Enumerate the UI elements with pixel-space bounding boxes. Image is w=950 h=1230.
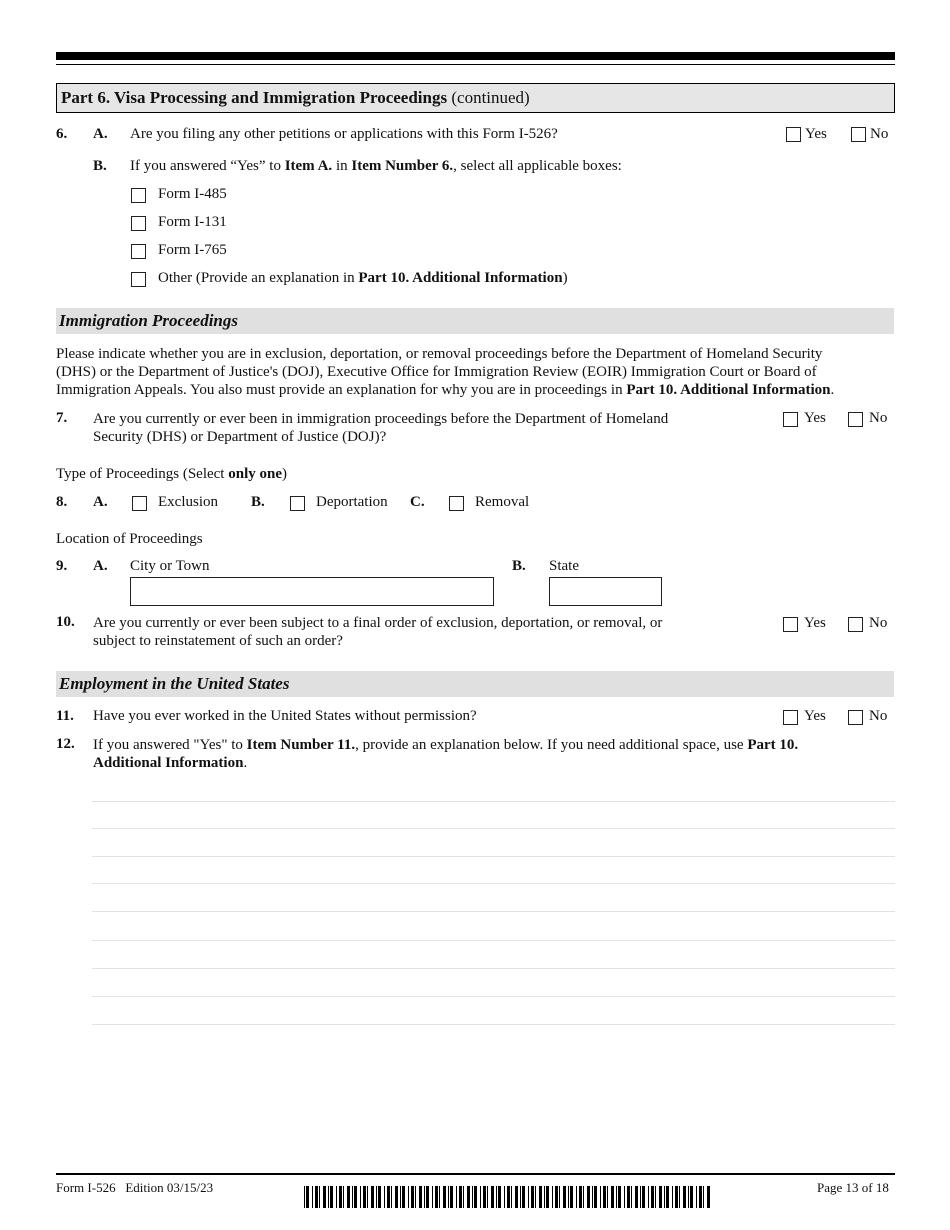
q10-number: 10. [56, 614, 75, 630]
barcode-bar [563, 1186, 566, 1208]
barcode-bar [491, 1186, 494, 1208]
q9-number: 9. [56, 558, 68, 574]
barcode-bar [395, 1186, 398, 1208]
city-input[interactable] [130, 577, 494, 606]
part-heading [56, 83, 895, 113]
footer-rule [56, 1173, 895, 1175]
barcode-bar [315, 1186, 318, 1208]
barcode-bar [592, 1186, 593, 1208]
form-i485-label: Form I-485 [158, 186, 227, 202]
barcode-bar [496, 1186, 497, 1208]
q7-yes-checkbox[interactable] [783, 412, 798, 427]
section-immigration-proceedings: Immigration Proceedings [56, 308, 894, 334]
proceedings-type-label: Type of Proceedings (Select only one) [56, 466, 287, 482]
barcode-bar [480, 1186, 481, 1208]
barcode-bar [408, 1186, 409, 1208]
barcode-bar [690, 1186, 693, 1208]
top-rule-thick [56, 52, 895, 60]
barcode-bar [683, 1186, 686, 1208]
barcode-bar [343, 1186, 344, 1208]
barcode-bar [528, 1186, 529, 1208]
barcode-bar [487, 1186, 488, 1208]
barcode-bar [707, 1186, 710, 1208]
q8-number: 8. [56, 494, 68, 510]
removal-checkbox[interactable] [449, 496, 464, 511]
q6-no-checkbox[interactable] [851, 127, 866, 142]
barcode-bar [579, 1186, 582, 1208]
q6-yes-checkbox[interactable] [786, 127, 801, 142]
barcode-bar [483, 1186, 486, 1208]
section-employment: Employment in the United States [56, 671, 894, 697]
part-title: Part 6. Visa Processing and Immigration Proceedings [61, 88, 448, 107]
barcode-bar [607, 1186, 608, 1208]
barcode-bar [498, 1186, 501, 1208]
state-label: State [549, 558, 579, 574]
q10-no-checkbox[interactable] [848, 617, 863, 632]
barcode-bar [323, 1186, 326, 1208]
deportation-label: Deportation [316, 494, 388, 510]
q8-a-label: A. [93, 494, 108, 510]
barcode-bar [515, 1186, 518, 1208]
answer-line [92, 996, 895, 997]
q9-b-label: B. [512, 558, 526, 574]
barcode-bar [371, 1186, 374, 1208]
answer-line [92, 883, 895, 884]
barcode-bar [467, 1186, 470, 1208]
barcode-bar [576, 1186, 577, 1208]
city-label: City or Town [130, 558, 210, 574]
barcode [304, 1186, 712, 1208]
barcode-bar [387, 1186, 390, 1208]
barcode-bar [419, 1186, 422, 1208]
barcode-bar [363, 1186, 366, 1208]
part-suffix: (continued) [451, 88, 530, 107]
barcode-bar [631, 1186, 632, 1208]
q6-a-text: Are you filing any other petitions or applications with this Form I-526? [130, 126, 558, 142]
barcode-bar [424, 1186, 425, 1208]
answer-line [92, 940, 895, 941]
q6-yes-label: Yes [805, 126, 827, 142]
q11-yes-checkbox[interactable] [783, 710, 798, 725]
barcode-bar [463, 1186, 464, 1208]
barcode-bar [655, 1186, 656, 1208]
barcode-bar [664, 1186, 665, 1208]
q11-no-label: No [869, 708, 888, 724]
answer-line [92, 828, 895, 829]
barcode-bar [539, 1186, 542, 1208]
q7-yes-label: Yes [804, 410, 826, 426]
answer-line [92, 801, 895, 802]
barcode-bar [432, 1186, 433, 1208]
barcode-bar [391, 1186, 392, 1208]
q6-number: 6. [56, 126, 68, 142]
barcode-bar [624, 1186, 625, 1208]
barcode-bar [378, 1186, 381, 1208]
q10-yes-checkbox[interactable] [783, 617, 798, 632]
other-label: Other (Provide an explanation in Part 10. Additional Information) [158, 270, 568, 286]
barcode-bar [627, 1186, 630, 1208]
barcode-bar [696, 1186, 697, 1208]
barcode-bar [400, 1186, 401, 1208]
barcode-bar [511, 1186, 512, 1208]
barcode-bar [618, 1186, 621, 1208]
barcode-bar [336, 1186, 337, 1208]
barcode-bar [448, 1186, 449, 1208]
barcode-bar [339, 1186, 342, 1208]
answer-line [92, 856, 895, 857]
barcode-bar [568, 1186, 569, 1208]
barcode-bar [703, 1186, 704, 1208]
barcode-bar [443, 1186, 446, 1208]
state-input[interactable] [549, 577, 662, 606]
answer-line [92, 911, 895, 912]
barcode-bar [330, 1186, 333, 1208]
barcode-bar [411, 1186, 414, 1208]
answer-line [92, 968, 895, 969]
barcode-bar [384, 1186, 385, 1208]
barcode-bar [504, 1186, 505, 1208]
barcode-bar [659, 1186, 662, 1208]
barcode-bar [594, 1186, 597, 1208]
barcode-bar [555, 1186, 558, 1208]
barcode-bar [635, 1186, 638, 1208]
barcode-bar [319, 1186, 320, 1208]
barcode-bar [328, 1186, 329, 1208]
location-label: Location of Proceedings [56, 531, 203, 547]
barcode-bar [426, 1186, 429, 1208]
q10-text: Are you currently or ever been subject to a final order of exclusion, deportation, or removal, or subject to reinstatement of such an order? [93, 615, 663, 649]
barcode-bar [439, 1186, 440, 1208]
exclusion-label: Exclusion [158, 494, 218, 510]
barcode-bar [367, 1186, 368, 1208]
top-rule-thin [56, 64, 895, 65]
q7-text: Are you currently or ever been in immigration proceedings before the Department of Homeland Security (DHS) or Department of Justice (DOJ)? [93, 411, 669, 445]
barcode-bar [688, 1186, 689, 1208]
barcode-bar [666, 1186, 669, 1208]
other-checkbox[interactable] [131, 272, 146, 287]
immigration-intro: Please indicate whether you are in exclusion, deportation, or removal proceedings before the Department of Homeland Security (DHS) or the Department of Justice's (DOJ), Executive Office for Immigration Review (EOIR) Immigration Court or Board of Immigration Appeals. You also must provide an explanation for why you are in proceedings in Part 10. Additional Information. [56, 346, 835, 398]
barcode-bar [672, 1186, 673, 1208]
q8-b-label: B. [251, 494, 265, 510]
q12-number: 12. [56, 736, 75, 752]
barcode-bar [531, 1186, 534, 1208]
barcode-bar [699, 1186, 702, 1208]
q6-b-text: If you answered “Yes” to Item A. in Item Number 6., select all applicable boxes: [130, 158, 622, 174]
q10-yes-label: Yes [804, 615, 826, 631]
barcode-bar [402, 1186, 405, 1208]
barcode-bar [552, 1186, 553, 1208]
q7-number: 7. [56, 410, 68, 426]
q12-text: If you answered "Yes" to Item Number 11., provide an explanation below. If you need additional space, use Part 10. Additional Information. [93, 737, 799, 771]
barcode-bar [474, 1186, 477, 1208]
barcode-bar [640, 1186, 641, 1208]
barcode-bar [435, 1186, 438, 1208]
barcode-bar [535, 1186, 536, 1208]
barcode-bar [312, 1186, 313, 1208]
barcode-bar [376, 1186, 377, 1208]
barcode-bar [520, 1186, 521, 1208]
barcode-bar [616, 1186, 617, 1208]
barcode-bar [570, 1186, 573, 1208]
barcode-bar [360, 1186, 361, 1208]
barcode-bar [651, 1186, 654, 1208]
q6-a-label: A. [93, 126, 108, 142]
q11-text: Have you ever worked in the United States without permission? [93, 708, 477, 724]
q7-no-label: No [869, 410, 888, 426]
exclusion-checkbox[interactable] [132, 496, 147, 511]
q6-no-label: No [870, 126, 889, 142]
barcode-bar [522, 1186, 525, 1208]
barcode-bar [352, 1186, 353, 1208]
footer-form-edition: Form I-526 Edition 03/15/23 [56, 1180, 214, 1195]
barcode-bar [415, 1186, 416, 1208]
q11-no-checkbox[interactable] [848, 710, 863, 725]
barcode-bar [544, 1186, 545, 1208]
barcode-bar [472, 1186, 473, 1208]
barcode-bar [450, 1186, 453, 1208]
barcode-bar [347, 1186, 350, 1208]
q10-no-label: No [869, 615, 888, 631]
q6-b-label: B. [93, 158, 107, 174]
q12-answer-area[interactable] [92, 780, 895, 1030]
barcode-bar [306, 1186, 309, 1208]
barcode-bar [583, 1186, 584, 1208]
barcode-bar [679, 1186, 680, 1208]
deportation-checkbox[interactable] [290, 496, 305, 511]
q11-number: 11. [56, 708, 74, 724]
barcode-bar [600, 1186, 601, 1208]
form-i765-label: Form I-765 [158, 242, 227, 258]
form-i485-checkbox[interactable] [131, 188, 146, 203]
answer-line [92, 1024, 895, 1025]
form-i131-label: Form I-131 [158, 214, 227, 230]
removal-label: Removal [475, 494, 530, 510]
footer-page-number: Page 13 of 18 [817, 1180, 889, 1195]
barcode-bar [559, 1186, 560, 1208]
barcode-bar [611, 1186, 614, 1208]
barcode-bar [304, 1186, 305, 1208]
barcode-bar [354, 1186, 357, 1208]
q9-a-label: A. [93, 558, 108, 574]
q7-no-checkbox[interactable] [848, 412, 863, 427]
form-i765-checkbox[interactable] [131, 244, 146, 259]
q8-c-label: C. [410, 494, 425, 510]
form-i131-checkbox[interactable] [131, 216, 146, 231]
barcode-bar [642, 1186, 645, 1208]
barcode-bar [456, 1186, 457, 1208]
barcode-bar [459, 1186, 462, 1208]
barcode-bar [648, 1186, 649, 1208]
barcode-bar [675, 1186, 678, 1208]
barcode-bar [587, 1186, 590, 1208]
barcode-bar [507, 1186, 510, 1208]
barcode-bar [546, 1186, 549, 1208]
q11-yes-label: Yes [804, 708, 826, 724]
barcode-bar [603, 1186, 606, 1208]
